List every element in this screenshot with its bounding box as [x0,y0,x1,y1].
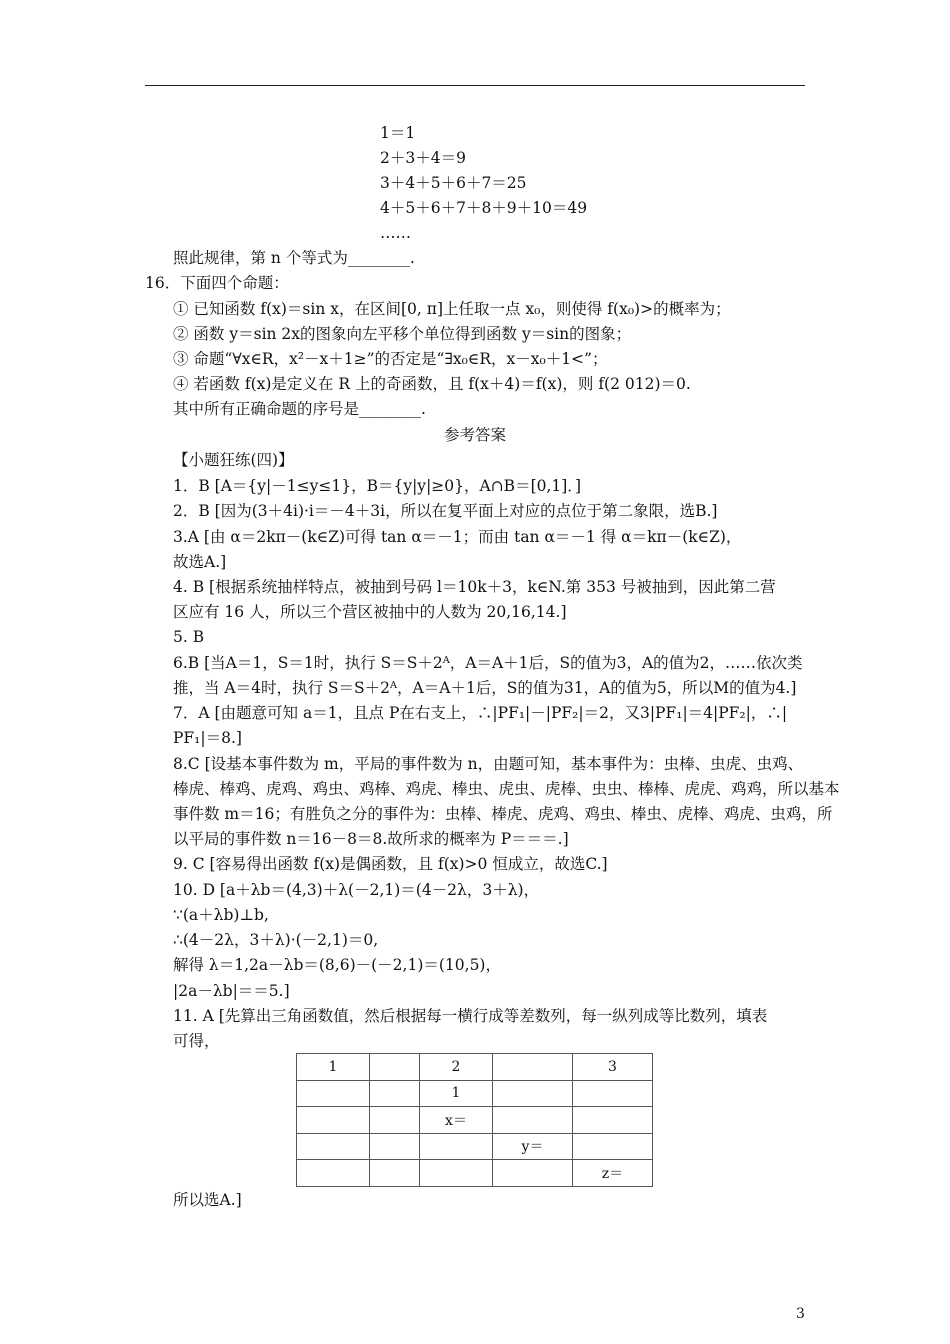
pattern-line-2: 2＋3＋4＝9 [380,149,466,167]
table-row [297,1160,653,1187]
answer-line: PF₁|＝8.] [173,729,242,747]
answer-line: 解得 λ＝1,2a－λb＝(8,6)－(－2,1)＝(10,5)， [173,956,501,974]
pattern-line-4: 4＋5＋6＋7＋8＋9＋10＝49 [380,199,588,217]
table-cell [297,1160,370,1187]
pattern-line-1: 1＝1 [380,124,416,142]
table-cell: 3 [573,1054,653,1081]
table-cell [420,1160,493,1187]
header-rule [145,85,805,86]
table-cell [493,1054,573,1081]
answer-line: 2．B [因为(3＋4i)·i＝－4＋3i，所以在复平面上对应的点位于第二象限，选B.] [173,502,718,520]
section-label: 【小题狂练(四)】 [173,451,294,469]
answer-line: 11. A [先算出三角函数值，然后根据每一横行成等差数列，每一纵列成等比数列，填表 [173,1007,768,1025]
answer-line: ∵(a＋λb)⊥b, [173,906,269,924]
answers-title: 参考答案 [443,426,506,444]
answer-line: 可得， [173,1032,220,1050]
table-cell: z＝ [573,1160,653,1187]
answer-line: 9. C [容易得出函数 f(x)是偶函数，且 f(x)>0 恒成立，故选C.] [173,855,608,873]
answer-line: 3.A [由 α＝2kπ－(k∈Z)可得 tan α＝－1；而由 tan α＝－1 得 α＝kπ－(k∈Z)， [173,528,742,546]
closing-line: 所以选A.] [173,1191,242,1209]
table-cell [493,1160,573,1187]
table-cell [573,1107,653,1134]
table-cell [420,1133,493,1160]
answer-line: 7．A [由题意可知 a＝1，且点 P在右支上，∴|PF₁|－|PF₂|＝2，又3|PF₁|＝4|PF₂|，∴| [173,704,788,722]
table-cell [297,1133,370,1160]
table-row [297,1107,653,1134]
table-cell [297,1107,370,1134]
answer-line: 推，当 A＝4时，执行 S＝S＋2ᴬ，A＝A＋1后，S的值为31，A的值为5，所以M的值为4.] [173,679,797,697]
answer-line: 事件数 m＝16；有胜负之分的事件为：虫棒、棒虎、虎鸡、鸡虫、棒虫、虎棒、鸡虎、虫鸡，所 [173,805,833,823]
answer-line: 故选A.] [173,553,227,571]
answer-line: 10. D [a＋λb＝(4,3)＋λ(－2,1)＝(4－2λ，3＋λ)， [173,881,540,899]
table-cell: 1 [420,1080,493,1107]
table-cell: x＝ [420,1107,493,1134]
answer-line: |2a－λb|＝＝5.] [173,982,290,1000]
answer-line: 1．B [A＝{y|－1≤y≤1}，B＝{y|y|≥0}，A∩B＝[0,1]．] [173,477,582,495]
q16-item-1: ① 已知函数 f(x)＝sin x，在区间[0, π]上任取一点 x₀，则使得 f(x₀)>的概率为； [173,300,731,318]
q16-item-4: ④ 若函数 f(x)是定义在 R 上的奇函数，且 f(x＋4)＝f(x)，则 f(2 012)＝0. [173,375,691,393]
answer-line: 8.C [设基本事件数为 m，平局的事件数为 n，由题可知，基本事件为：虫棒、虫虎、虫鸡、 [173,755,804,773]
page-number: 3 [796,1306,805,1322]
table-cell [370,1133,420,1160]
answer-line: 5. B [173,628,205,646]
table-cell: y＝ [493,1133,573,1160]
answer-line: ∴(4－2λ，3＋λ)·(－2,1)＝0, [173,931,379,949]
table-cell [493,1080,573,1107]
answer-table [296,1053,653,1187]
answer-line: 棒虎、棒鸡、虎鸡、鸡虫、鸡棒、鸡虎、棒虫、虎虫、虎棒、虫虫、棒棒、虎虎、鸡鸡，所以基本 [173,780,840,798]
answer-line: 以平局的事件数 n＝16－8＝8.故所求的概率为 P＝＝＝.] [173,830,569,848]
q16-item-2: ② 函数 y＝sin 2x的图象向左平移个单位得到函数 y＝sin的图象； [173,325,632,343]
table-cell [573,1133,653,1160]
table-cell: 1 [297,1054,370,1081]
table-cell [370,1054,420,1081]
table-cell [370,1080,420,1107]
table-row [297,1133,653,1160]
table-row [297,1054,653,1081]
table-cell [297,1080,370,1107]
q16-stem: 16．下面四个命题： [145,274,289,292]
table-cell: 2 [420,1054,493,1081]
table-cell [370,1160,420,1187]
q16-ask: 其中所有正确命题的序号是________. [173,400,426,418]
answer-line: 6.B [当A＝1，S＝1时，执行 S＝S＋2ᴬ，A＝A＋1后，S的值为3，A的值为2，……依次类 [173,654,803,672]
answer-line: 区应有 16 人，所以三个营区被抽中的人数为 20,16,14.] [173,603,567,621]
pattern-ellipsis: …… [380,224,411,242]
answer-line: 4. B [根据系统抽样特点，被抽到号码 l＝10k＋3，k∈N.第 353 号被抽到，因此第二营 [173,578,776,596]
pattern-line-3: 3＋4＋5＋6＋7＝25 [380,174,527,192]
q15-tail: 照此规律，第 n 个等式为________. [173,249,415,267]
table-row [297,1080,653,1107]
table-cell [370,1107,420,1134]
q16-item-3: ③ 命题“∀x∈R，x²－x＋1≥”的否定是“∃x₀∈R，x－x₀＋1<”； [173,350,608,368]
table-cell [573,1080,653,1107]
table-cell [493,1107,573,1134]
